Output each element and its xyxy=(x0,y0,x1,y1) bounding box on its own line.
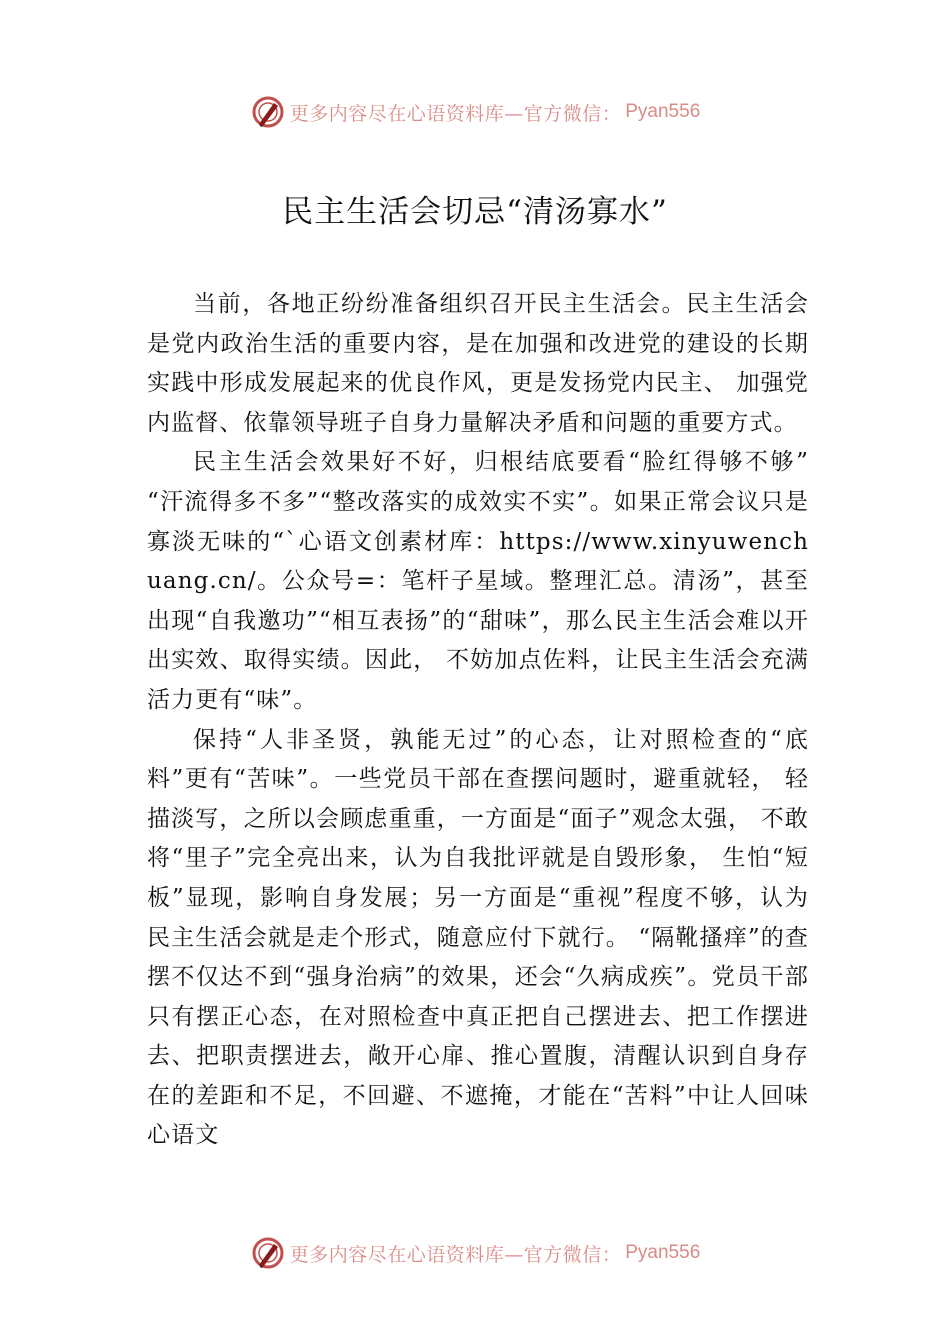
article-title: 民主生活会切忌“清汤寡水” xyxy=(282,194,668,230)
paragraph-2: 民主生活会效果好不好，归根结底要看“脸红得够不够” “汗流得多不多”“整改落实的成效实不实”。如果正常会议只是寡淡无味的“`心语文创素材库：https://www.xinyuwenchuang.cn/。公众号=：笔杆子星域。整理汇总。清汤”，甚至出现“自我邀功”“相互表扬”的“甜味”，那么民主生活会难以开出实效、取得实绩。因此， 不妨加点佐料，让民主生活会充满活力更有“味”。 xyxy=(147,449,809,713)
paragraph-3: 保持“人非圣贤，孰能无过”的心态，让对照检查的“底料”更有“苦味”。一些党员干部在查摆问题时，避重就轻， 轻描淡写，之所以会顾虑重重，一方面是“面子”观念太强， 不敢将“里子”完全亮出来，认为自我批评就是自毁形象， 生怕“短板”显现，影响自身发展；另一方面是“重视”程度不够，认为民主生活会就是走个形式，随意应付下就行。 “隔靴搔痒”的查摆不仅达不到“强身治病”的效果，还会“久病成疾”。党员干部只有摆正心态，在对照检查中真正把自己摆进去、把工作摆进去、把职责摆进去，敞开心扉、推心置腹，清醒认识到自身存在的差距和不足，不回避、不遮掩，才能在“苦料”中让人回味心语文 xyxy=(147,726,809,1149)
footer-watermark xyxy=(0,1233,950,1273)
header-watermark xyxy=(0,92,950,132)
article-body xyxy=(147,285,809,1156)
paragraph-1: 当前，各地正纷纷准备组织召开民主生活会。民主生活会是党内政治生活的重要内容，是在加强和改进党的建设的长期实践中形成发展起来的优良作风，更是发扬党内民主、 加强党内监督、依靠领导班子自身力量解决矛盾和问题的重要方式。 xyxy=(147,291,809,436)
pen-logo-icon xyxy=(250,94,286,130)
watermark-wechat-id: Pyan556 xyxy=(625,1242,701,1263)
pen-logo-icon xyxy=(250,1235,286,1271)
watermark-text: 更多内容尽在心语资料库—官方微信： xyxy=(289,102,622,125)
watermark-wechat-id: Pyan556 xyxy=(625,101,701,122)
watermark-text: 更多内容尽在心语资料库—官方微信： xyxy=(289,1243,622,1266)
